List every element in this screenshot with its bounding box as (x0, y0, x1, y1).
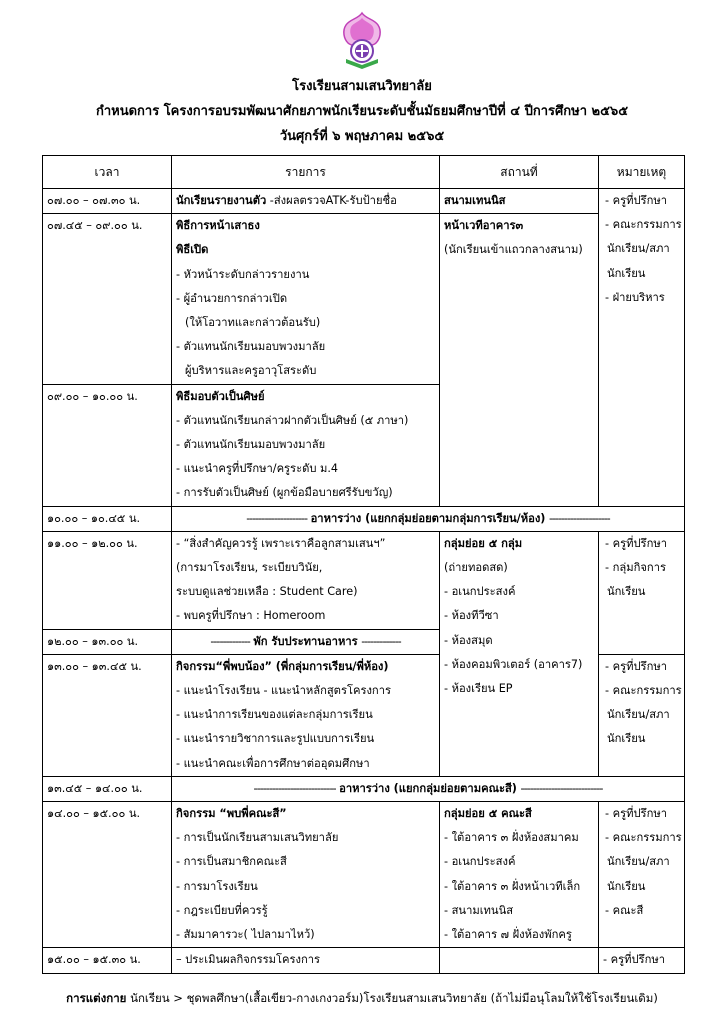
activity-cell (172, 531, 440, 629)
activity-line: - “สิ่งสำคัญควรรู้ เพราะเราคือลูกสามเสนฯ” (176, 536, 386, 550)
time-cell: ๑๓.๔๕ – ๑๔.๐๐ น. (43, 776, 172, 801)
note-line: นักเรียน (607, 266, 646, 280)
school-name: โรงเรียนสามเสนวิทยาลัย (292, 79, 432, 94)
activity-cell (172, 654, 440, 776)
header-place: สถานที่ (440, 156, 599, 189)
activity-line: - แนะนำครูที่ปรึกษา/ครูระดับ ม.4 (176, 462, 339, 476)
place-line: - ใต้อาคาร ๓ ฝั่งห้องสมาคม (444, 831, 579, 845)
note-cell (599, 654, 685, 776)
note-cell (599, 802, 685, 948)
activity-line: - แนะนำการเรียนของแต่ละกลุ่มการเรียน (176, 708, 373, 722)
school-emblem-icon (340, 11, 384, 71)
activity-line: - การเป็นนักเรียนสามเสนวิทยาลัย (176, 831, 339, 845)
note-line: - ฝ่ายบริหาร (605, 290, 665, 304)
note-line: - กลุ่มกิจการ (605, 561, 666, 575)
note-line: - คณะกรรมการ (605, 831, 682, 845)
lunch-text: พัก รับประทานอาหาร (253, 634, 358, 648)
table-row (43, 214, 685, 384)
time-cell: ๑๐.๐๐ – ๑๐.๔๕ น. (43, 506, 172, 531)
activity-line: - แนะนำรายวิชาการและรูปแบบการเรียน (176, 732, 375, 746)
activity-line: - การรับตัวเป็นศิษย์ (ผูกข้อมือบายศรีรับขวัญ) (176, 486, 393, 500)
table-row (43, 948, 685, 973)
activity-cell (172, 802, 440, 948)
place-line: - ห้องเรียน EP (444, 682, 513, 696)
place-cell (440, 531, 599, 776)
note-line: - คณะกรรมการ (605, 684, 682, 698)
dress-code-text: นักเรียน > ชุดพลศึกษา(เสื้อเขียว-กางเกงวอร์ม)โรงเรียนสามเสนวิทยาลัย (ถ้าไม่มีอนุโลมให้ใช้โรงเรียนเดิม) (126, 991, 658, 1005)
activity-line: ผู้บริหารและครูอาวุโสระดับ (185, 364, 317, 378)
place-line: กลุ่มย่อย ๕ กลุ่ม (444, 536, 523, 550)
activity-line: - กฎระเบียบที่ควรรู้ (176, 903, 268, 917)
activity-line: - ผู้อำนวยการกล่าวเปิด (176, 291, 288, 305)
schedule-table (42, 155, 685, 974)
dress-code-label: การแต่งกาย (66, 991, 127, 1005)
activity-line: - ตัวแทนนักเรียนมอบพวงมาลัย (176, 340, 326, 354)
activity-cell (172, 189, 440, 214)
activity-cell: – ประเมินผลกิจกรรมโครงการ (172, 948, 440, 973)
activity-line: - การเป็นสมาชิกคณะสี (176, 855, 287, 869)
time-cell: ๐๗.๐๐ – ๐๗.๓๐ น. (43, 189, 172, 214)
activity-title: กิจกรรม“พี่พบน้อง” (พี่กลุ่มการเรียน/พี่ห้อง) (176, 659, 389, 673)
place-line: - ใต้อาคาร ๗ ฝั่งห้องพักครู (444, 928, 572, 942)
time-cell: ๑๓.๐๐ – ๑๓.๔๕ น. (43, 654, 172, 776)
header-time: เวลา (43, 156, 172, 189)
place-cell (440, 802, 599, 948)
note-cell: - ครูที่ปรึกษา (599, 948, 685, 973)
activity-line: - แนะนำโรงเรียน - แนะนำหลักสูตรโครงการ (176, 684, 391, 698)
activity-line: - แนะนำคณะเพื่อการศึกษาต่ออุดมศึกษา (176, 756, 370, 770)
break-text: อาหารว่าง (แยกกลุ่มย่อยตามกลุ่มการเรียน/ห้อง) (310, 511, 546, 525)
note-line: นักเรียน (607, 732, 646, 746)
break-cell: --------------------------- อาหารว่าง (แยกกลุ่มย่อยตามคณะสี) --------------------------- (172, 776, 685, 801)
table-row (43, 776, 685, 801)
place-line: - สนามเทนนิส (444, 903, 514, 917)
note-cell (599, 531, 685, 654)
activity-subtitle: พิธีเปิด (176, 243, 209, 257)
place-line: (ถ่ายทอดสด) (444, 561, 508, 575)
time-cell: ๑๑.๐๐ – ๑๒.๐๐ น. (43, 531, 172, 629)
note-line: นักเรียน/สภา (607, 242, 670, 256)
table-row (43, 189, 685, 214)
note-cell (599, 189, 685, 507)
activity-cell (172, 214, 440, 384)
place-line: - ใต้อาคาร ๓ ฝั่งหน้าเวทีเล็ก (444, 879, 581, 893)
time-cell: ๑๕.๐๐ – ๑๕.๓๐ น. (43, 948, 172, 973)
activity-detail: -ส่งผลตรวจATK-รับป้ายชื่อ (266, 194, 397, 207)
activity-line: - หัวหน้าระดับกล่าวรายงาน (176, 267, 310, 281)
table-row (43, 531, 685, 629)
note-line: - คณะสี (605, 903, 644, 917)
place-line: - ห้องคอมพิวเตอร์ (อาคาร7) (444, 657, 583, 671)
time-cell: ๑๔.๐๐ – ๑๕.๐๐ น. (43, 802, 172, 948)
place-line: - อเนกประสงค์ (444, 855, 516, 869)
place-cell (440, 214, 599, 506)
header-activity: รายการ (172, 156, 440, 189)
break-cell: -------------------- อาหารว่าง (แยกกลุ่มย่อยตามกลุ่มการเรียน/ห้อง) -------------------- (172, 506, 685, 531)
activity-line: - สัมมาคารวะ( ไปลามาไหว้) (176, 928, 315, 942)
time-cell: ๐๙.๐๐ – ๑๐.๐๐ น. (43, 384, 172, 506)
time-cell: ๑๒.๐๐ – ๑๓.๐๐ น. (43, 629, 172, 654)
activity-line: - ตัวแทนนักเรียนมอบพวงมาลัย (176, 438, 326, 452)
place-line: - ห้องทีวีซา (444, 609, 499, 623)
activity-title: กิจกรรม “พบพี่คณะสี” (176, 807, 287, 821)
place-cell: สนามเทนนิส (440, 189, 599, 214)
dress-code-note (0, 990, 724, 1008)
activity-line: - พบครูที่ปรึกษา : Homeroom (176, 609, 326, 623)
place-cell (440, 948, 599, 973)
time-cell: ๐๗.๔๕ – ๐๙.๐๐ น. (43, 214, 172, 384)
table-row (43, 506, 685, 531)
table-row (43, 802, 685, 948)
schedule-date: วันศุกร์ที่ ๖ พฤษภาคม ๒๕๖๕ (279, 129, 445, 144)
activity-cell (172, 384, 440, 506)
place-line: - อเนกประสงค์ (444, 585, 516, 599)
activity-line: ระบบดูแลช่วยเหลือ : Student Care) (176, 585, 358, 599)
activity-title: พิธีมอบตัวเป็นศิษย์ (176, 389, 265, 403)
place-line: (นักเรียนเข้าแถวกลางสนาม) (444, 243, 583, 257)
activity-line: (การมาโรงเรียน, ระเบียบวินัย, (176, 561, 323, 575)
place-line: - ห้องสมุด (444, 633, 493, 647)
note-line: นักเรียน/สภา (607, 855, 670, 869)
note-line: - คณะกรรมการ (605, 218, 682, 232)
note-line: - ครูที่ปรึกษา (605, 659, 668, 673)
place-line: หน้าเวทีอาคาร๓ (444, 219, 524, 233)
activity-line: - ตัวแทนนักเรียนกล่าวฝากตัวเป็นศิษย์ (๕ ภาษา) (176, 413, 409, 427)
activity-title: พิธีการหน้าเสาธง (176, 219, 260, 233)
place-line: กลุ่มย่อย ๕ คณะสี (444, 807, 532, 821)
activity-line: (ให้โอวาทและกล่าวต้อนรับ) (185, 316, 321, 330)
note-line: นักเรียน (607, 879, 646, 893)
schedule-title: กำหนดการ โครงการอบรมพัฒนาศักยภาพนักเรียนระดับชั้นมัธยมศึกษาปีที่ ๔ ปีการศึกษา ๒๕๖๕ (95, 104, 629, 119)
header-note: หมายเหตุ (599, 156, 685, 189)
activity-title: นักเรียนรายงานตัว (176, 194, 267, 207)
break-text: อาหารว่าง (แยกกลุ่มย่อยตามคณะสี) (339, 781, 517, 795)
note-line: - ครูที่ปรึกษา (605, 194, 668, 207)
note-line: - ครูที่ปรึกษา (605, 807, 668, 821)
note-line: นักเรียน (607, 585, 646, 599)
note-line: นักเรียน/สภา (607, 708, 670, 722)
table-header-row (43, 156, 685, 189)
activity-line: - การมาโรงเรียน (176, 879, 258, 893)
lunch-cell: ------------- พัก รับประทานอาหาร ------------- (172, 629, 440, 654)
note-line: - ครูที่ปรึกษา (605, 536, 668, 550)
